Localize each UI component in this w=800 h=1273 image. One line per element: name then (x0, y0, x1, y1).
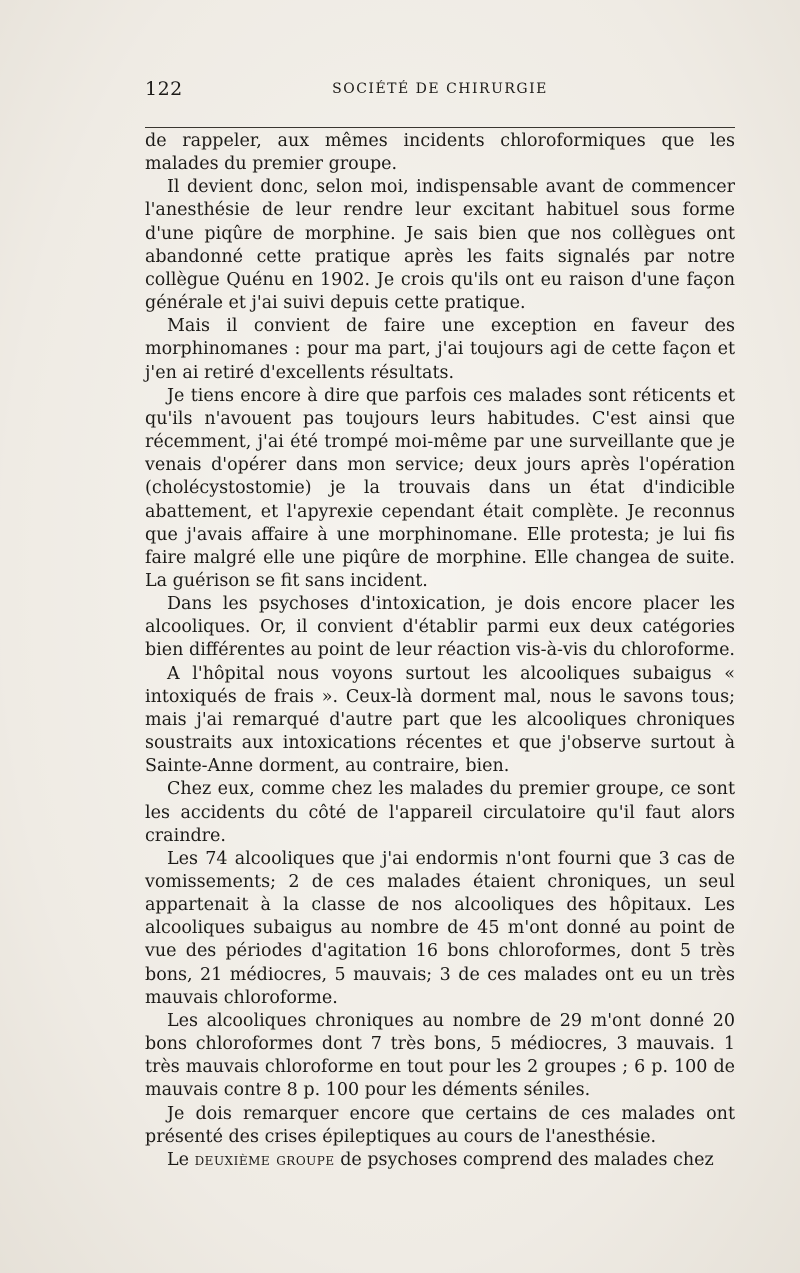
paragraph: Il devient donc, selon moi, indispensable avant de commencer l'anesthésie de leur rendre leur excitant habituel sous forme d'une piqûre de morphine. Je sais bien que nos collègues ont abandonné cette pratique après les faits signalés par notre collègue Quénu en 1902. Je crois qu'ils ont eu raison d'une façon générale et j'ai suivi depuis cette pratique. (145, 177, 735, 314)
paragraph-lead: Le (167, 1149, 189, 1170)
running-title: SOCIÉTÉ DE CHIRURGIE (332, 81, 548, 97)
paragraph: Je tiens encore à dire que parfois ces malades sont réticents et qu'ils n'avouent pas toujours leurs habitudes. C'est ainsi que récemment, j'ai été trompé moi-même par une surveillante que je venais d'opérer dans mon service; deux jours après l'opération (cholécystostomie) je la trouvais dans un état d'indicible abattement, et l'apyrexie cependant était complète. Je reconnus que j'avais affaire à une morphinomane. Elle protesta; je lui fis faire malgré elle une piqûre de morphine. Elle changea de suite. La guérison se fit sans incident. (145, 385, 735, 591)
paragraph-last (145, 1149, 735, 1172)
paragraph: Les 74 alcooliques que j'ai endormis n'ont fourni que 3 cas de vomissements; 2 de ces malades étaient chroniques, un seul appartenait à la classe de nos alcooliques des hôpitaux. Les alcooliques subaigus au nombre de 45 m'ont donné au point de vue des périodes d'agitation 16 bons chloroformes, dont 5 très bons, 21 médiocres, 5 mauvais; 3 de ces malades ont eu un très mauvais chloroforme. (145, 848, 735, 1008)
paragraph: Je dois remarquer encore que certains de ces malades ont présenté des crises épileptiques au cours de l'anesthésie. (145, 1103, 735, 1147)
page-number: 122 (145, 78, 183, 100)
header-rule (145, 127, 735, 128)
paragraph: Dans les psychoses d'intoxication, je dois encore placer les alcooliques. Or, il convient d'établir parmi eux deux catégories bien différentes au point de leur réaction vis-à-vis du chloroforme. (145, 594, 735, 661)
paragraph: Chez eux, comme chez les malades du premier groupe, ce sont les accidents du côté de l'appareil circulatoire qu'il faut alors craindre. (145, 779, 735, 846)
paragraph: Mais il convient de faire une exception en faveur des morphinomanes : pour ma part, j'ai toujours agi de cette façon et j'en ai retiré d'excellents résultats. (145, 316, 735, 383)
section-term: deuxième groupe (194, 1149, 335, 1170)
paragraph: Les alcooliques chroniques au nombre de 29 m'ont donné 20 bons chloroformes dont 7 très bons, 5 médiocres, 3 mauvais. 1 très mauvais chloroforme en tout pour les 2 groupes ; 6 p. 100 de mauvais contre 8 p. 100 pour les déments séniles. (145, 1010, 735, 1101)
paragraph: A l'hôpital nous voyons surtout les alcooliques subaigus « intoxiqués de frais ». Ceux-là dorment mal, nous le savons tous; mais j'ai remarqué d'autre part que les alcooliques chroniques soustraits aux intoxications récentes et que j'observe surtout à Sainte-Anne dorment, au contraire, bien. (145, 663, 735, 777)
paragraph: de rappeler, aux mêmes incidents chloroformiques que les malades du premier groupe. (145, 131, 735, 175)
page-header (145, 78, 735, 102)
paragraph-continuation: de psychoses comprend des malades chez (340, 1149, 714, 1170)
body-text (145, 130, 735, 1172)
